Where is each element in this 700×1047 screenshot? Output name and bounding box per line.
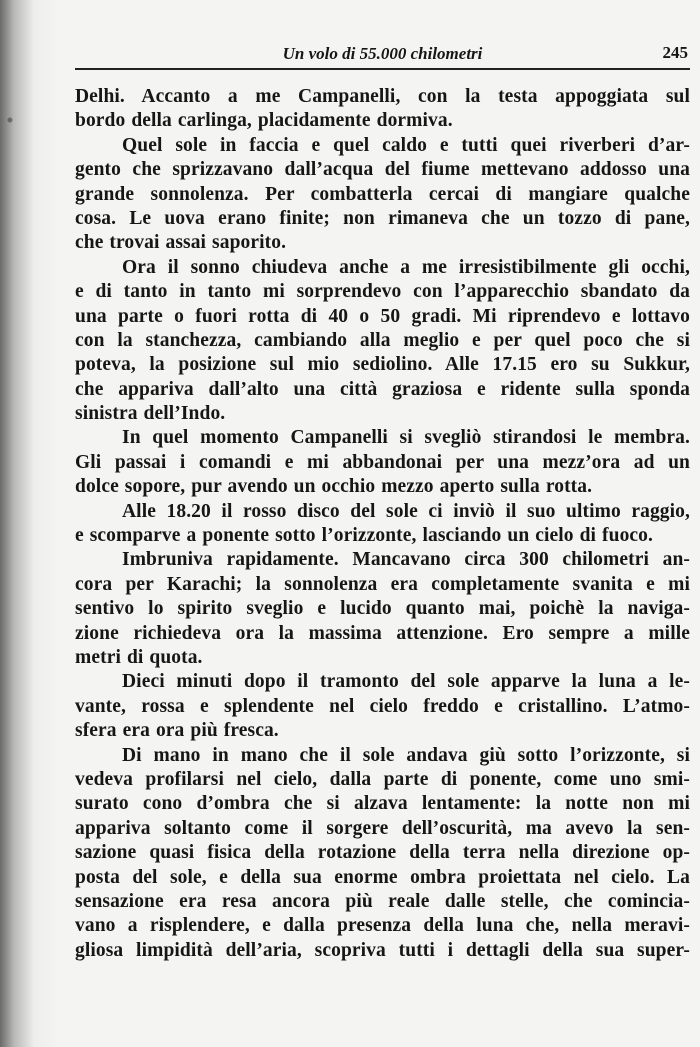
text-line: Delhi. Accanto a me Campanelli, con la testa appoggiata sul <box>75 86 690 107</box>
text-line: sensazione era resa ancora più reale dalle stelle, che comincia- <box>75 890 690 912</box>
text-line: che trovai assai saporito. <box>75 232 287 254</box>
text-line: Gli passai i comandi e mi abbandonai per una mezz’ora ad un <box>75 451 690 473</box>
text-line: una parte o fuori rotta di 40 o 50 gradi. Mi riprendevo e lottavo <box>75 305 690 327</box>
text-line: sfera era ora più fresca. <box>75 720 279 742</box>
text-line: bordo della carlinga, placidamente dormiva. <box>75 110 453 132</box>
paragraph <box>75 256 690 427</box>
text-line: poteva, la posizione sul mio sediolino. Alle 17.15 ero su Sukkur, <box>75 354 690 376</box>
text-line: Quel sole in faccia e quel caldo e tutti quei riverberi d’ar- <box>122 134 690 156</box>
text-line: posta del sole, e della sua enorme ombra proiettata nel cielo. La <box>75 866 690 888</box>
text-line: dolce sopore, pur avendo un occhio mezzo aperto sulla rotta. <box>75 476 593 498</box>
text-line: metri di quota. <box>75 646 203 668</box>
page-number: 245 <box>662 43 688 62</box>
text-line: vano a risplendere, e dalla presenza della luna che, nella meravi- <box>75 915 690 937</box>
text-line: cosa. Le uova erano finite; non rimaneva che un tozzo di pane, <box>75 207 690 229</box>
page-body <box>75 85 690 963</box>
paragraph <box>75 134 690 256</box>
text-line: cora per Karachi; la sonnolenza era completamente svanita e mi <box>75 573 690 595</box>
text-line: vante, rossa e splendente nel cielo freddo e cristallino. L’atmo- <box>75 695 690 717</box>
paragraph <box>75 85 690 134</box>
text-line: grande sonnolenza. Per combatterla cercai di mangiare qualche <box>75 183 690 205</box>
text-line: Di mano in mano che il sole andava giù sotto l’orizzonte, si <box>122 744 690 766</box>
text-line: gento che sprizzavano dall’acqua del fiume mettevano addosso una <box>75 159 690 181</box>
text-line: vedeva profilarsi nel cielo, dalla parte di ponente, come uno smi- <box>75 768 690 790</box>
paragraph <box>75 426 690 499</box>
text-line: con la stanchezza, cambiando alla meglio e per quel poco che si <box>75 329 690 351</box>
paragraph <box>75 744 690 964</box>
text-line: gliosa limpidità dell’aria, scopriva tutti i dettagli della sua super- <box>75 939 690 961</box>
paragraph <box>75 670 690 743</box>
paragraph <box>75 500 690 549</box>
text-line: Imbruniva rapidamente. Mancavano circa 300 chilometri an- <box>122 549 690 571</box>
text-line: zione richiedeva ora la massima attenzione. Ero sempre a mille <box>75 622 690 644</box>
text-line: e scomparve a ponente sotto l’orizzonte, lasciando un cielo di fuoco. <box>75 525 654 547</box>
text-line: sentivo lo spirito sveglio e lucido quanto mai, poichè la naviga- <box>75 598 690 620</box>
text-line: sinistra dell’Indo. <box>75 403 226 425</box>
text-line: In quel momento Campanelli si svegliò stirandosi le membra. <box>122 427 690 449</box>
text-line: surato cono d’ombra che si alzava lentamente: la notte non mi <box>75 793 690 815</box>
text-line: Ora il sonno chiudeva anche a me irresistibilmente gli occhi, <box>122 256 690 278</box>
text-line: e di tanto in tanto mi sorprendevo con l’apparecchio sbandato da <box>75 281 690 303</box>
text-line: sazione quasi fisica della rotazione della terra nella direzione op- <box>75 842 690 864</box>
scan-edge-shadow <box>0 0 60 1047</box>
text-line: appariva soltanto come il sorgere dell’oscurità, ma avevo la sen- <box>75 817 690 839</box>
text-line: Dieci minuti dopo il tramonto del sole apparve la luna a le- <box>122 671 690 693</box>
paragraph <box>75 548 690 670</box>
text-line: che appariva dall’alto una città graziosa e ridente sulla sponda <box>75 378 690 400</box>
running-title: Un volo di 55.000 chilometri <box>282 44 483 63</box>
page-header <box>75 40 690 70</box>
text-line: Alle 18.20 il rosso disco del sole ci inviò il suo ultimo raggio, <box>122 500 690 522</box>
